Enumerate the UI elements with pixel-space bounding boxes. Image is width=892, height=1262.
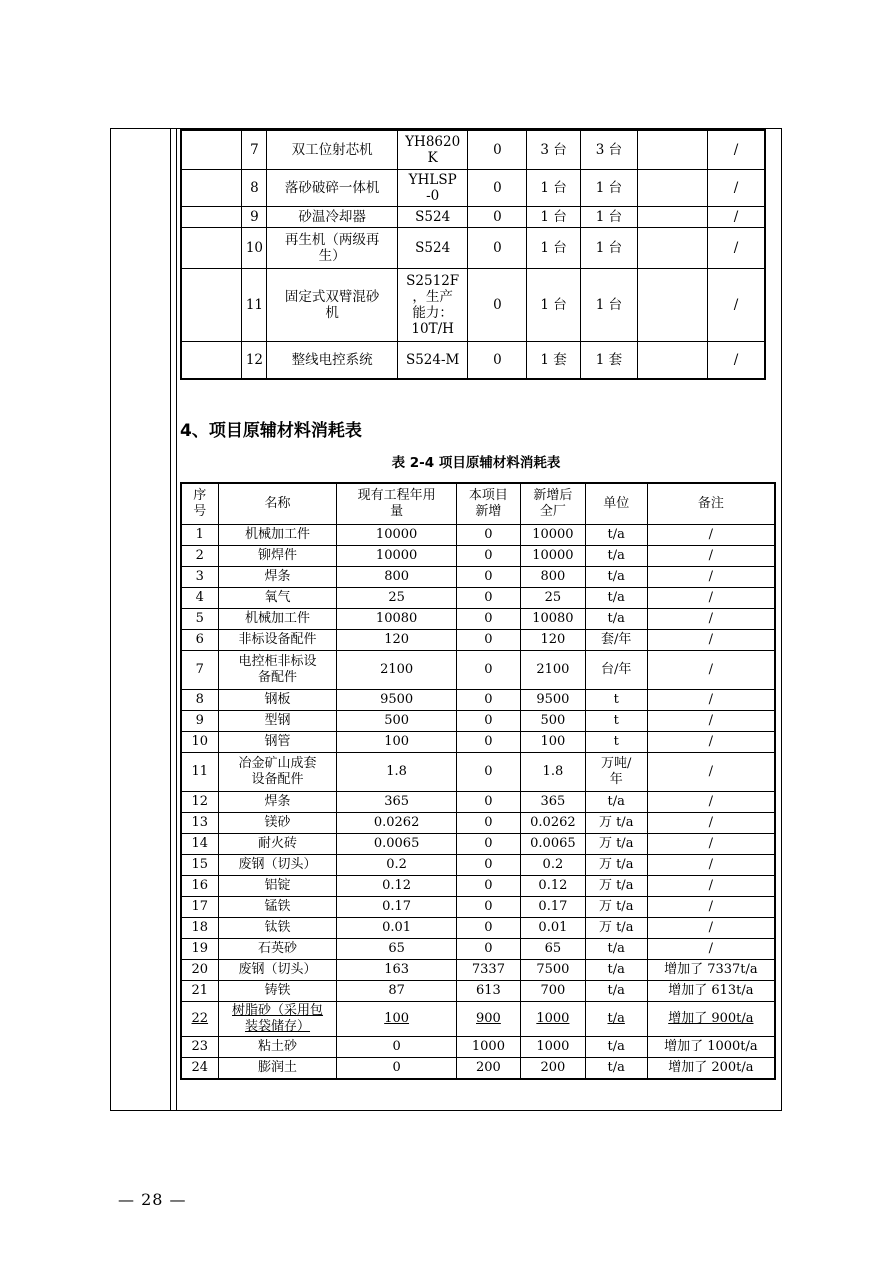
table-row [181, 588, 775, 609]
table-cell: / [708, 207, 765, 228]
table-cell: 1 套 [527, 342, 580, 380]
table-cell: 5 [181, 609, 218, 630]
table-row [181, 753, 775, 792]
table-cell: 500 [337, 711, 456, 732]
table-cell [181, 269, 242, 342]
table-cell: 10 [181, 732, 218, 753]
table-cell: / [708, 130, 765, 170]
table-cell: 非标设备配件 [218, 630, 337, 651]
table-cell: 15 [181, 855, 218, 876]
table-cell: 1 套 [580, 342, 637, 380]
table-cell [181, 342, 242, 380]
table-row [181, 855, 775, 876]
table-row [181, 228, 765, 269]
header-row [181, 483, 775, 525]
table-cell: / [647, 588, 775, 609]
table-caption [0, 451, 892, 471]
table-cell: 18 [181, 918, 218, 939]
table-cell: t/a [585, 960, 647, 981]
table-cell: t/a [585, 1037, 647, 1058]
table-cell: 钛铁 [218, 918, 337, 939]
table-cell: 200 [521, 1058, 586, 1080]
table-cell: S524 [397, 207, 468, 228]
table-cell: S524-M [397, 342, 468, 380]
header-cell: 序 号 [181, 483, 218, 525]
table-cell: 0 [456, 792, 520, 813]
table-cell: 1 台 [580, 207, 637, 228]
table-cell: / [647, 939, 775, 960]
table-cell: 固定式双臂混砂 机 [267, 269, 398, 342]
table-cell: 万 t/a [585, 813, 647, 834]
table-cell: / [708, 170, 765, 207]
table-cell: / [647, 897, 775, 918]
table-cell: 铸铁 [218, 981, 337, 1002]
table-row [181, 711, 775, 732]
table-cell: 钢板 [218, 690, 337, 711]
table-cell: 0.17 [521, 897, 586, 918]
table-cell: 焊条 [218, 567, 337, 588]
table-cell: 整线电控系统 [267, 342, 398, 380]
table-cell: S524 [397, 228, 468, 269]
table-cell: 0.12 [521, 876, 586, 897]
table-cell: 0.0065 [337, 834, 456, 855]
table-cell: 100 [337, 732, 456, 753]
table-cell: 500 [521, 711, 586, 732]
header-cell: 名称 [218, 483, 337, 525]
table-cell: 0 [456, 834, 520, 855]
table-cell: / [647, 609, 775, 630]
table-cell: 0 [468, 342, 527, 380]
table-cell: 4 [181, 588, 218, 609]
table-cell: 1000 [521, 1037, 586, 1058]
table-cell: 万 t/a [585, 918, 647, 939]
table-cell: t [585, 711, 647, 732]
table-cell: 1000 [456, 1037, 520, 1058]
table-cell: / [647, 918, 775, 939]
table-cell: 0.01 [521, 918, 586, 939]
table-cell: 0.2 [337, 855, 456, 876]
table-cell: 万 t/a [585, 897, 647, 918]
table-cell: 120 [521, 630, 586, 651]
table-cell: 台/年 [585, 651, 647, 690]
table-cell: 25 [337, 588, 456, 609]
table-cell: 10000 [337, 525, 456, 546]
table-row [181, 170, 765, 207]
table-cell [638, 130, 708, 170]
table-cell: t/a [585, 567, 647, 588]
table-cell: 200 [456, 1058, 520, 1080]
table-cell: 0.0262 [521, 813, 586, 834]
table-cell: 10080 [521, 609, 586, 630]
table-cell: 65 [521, 939, 586, 960]
table-cell: 0 [456, 732, 520, 753]
table-cell [638, 207, 708, 228]
table-cell: t/a [585, 588, 647, 609]
table-row [181, 960, 775, 981]
table-cell: YH8620 K [397, 130, 468, 170]
table-cell: 废钢（切头） [218, 960, 337, 981]
table-cell: 65 [337, 939, 456, 960]
table-cell: 22 [181, 1002, 218, 1037]
table-cell: 增加了 613t/a [647, 981, 775, 1002]
table-cell: 25 [521, 588, 586, 609]
table-caption-text: 表 2-4 项目原辅材料消耗表 [391, 455, 561, 471]
table-cell: 12 [242, 342, 267, 380]
table-cell: 11 [181, 753, 218, 792]
table-cell: 7 [181, 651, 218, 690]
table-cell: 树脂砂（采用包 装袋储存） [218, 1002, 337, 1037]
table-row [181, 342, 765, 380]
table-cell: 900 [456, 1002, 520, 1037]
table-cell: 120 [337, 630, 456, 651]
table-cell: 增加了 1000t/a [647, 1037, 775, 1058]
table-cell [638, 342, 708, 380]
table-cell: 0 [456, 525, 520, 546]
table-cell: 87 [337, 981, 456, 1002]
table-cell: 1 台 [580, 228, 637, 269]
table-cell [638, 228, 708, 269]
table-cell: 800 [337, 567, 456, 588]
table-cell: 10080 [337, 609, 456, 630]
table-row [181, 567, 775, 588]
equipment-table [180, 129, 766, 380]
table-cell: 1 [181, 525, 218, 546]
table-cell: / [647, 753, 775, 792]
table-cell: 1.8 [521, 753, 586, 792]
table-cell: 氧气 [218, 588, 337, 609]
page-number: — 28 — [118, 1190, 187, 1209]
table-cell: 0 [456, 813, 520, 834]
table-cell: 16 [181, 876, 218, 897]
table-cell: 6 [181, 630, 218, 651]
table-cell: 机械加工件 [218, 609, 337, 630]
table-cell: 落砂破碎一体机 [267, 170, 398, 207]
table-cell: 0 [456, 690, 520, 711]
table-cell: 7500 [521, 960, 586, 981]
table-cell: / [647, 525, 775, 546]
table-cell [181, 130, 242, 170]
table-cell: 2100 [521, 651, 586, 690]
table-row [181, 834, 775, 855]
table-cell [181, 228, 242, 269]
table-cell: 0.2 [521, 855, 586, 876]
table-cell: 0.17 [337, 897, 456, 918]
table-cell: 163 [337, 960, 456, 981]
table-cell: 铆焊件 [218, 546, 337, 567]
table-row [181, 1058, 775, 1080]
table-cell: 365 [337, 792, 456, 813]
table-cell: 0 [456, 939, 520, 960]
table-cell: 0.01 [337, 918, 456, 939]
table-cell: 万吨/ 年 [585, 753, 647, 792]
table-cell: 0 [456, 753, 520, 792]
table-cell: 1 台 [580, 269, 637, 342]
section-title: 4、项目原辅材料消耗表 [180, 421, 362, 441]
table-row [181, 813, 775, 834]
table-row [181, 269, 765, 342]
table-cell: 0 [456, 609, 520, 630]
table-cell: 0 [456, 630, 520, 651]
table-cell: 9 [242, 207, 267, 228]
table-cell: 23 [181, 1037, 218, 1058]
table-cell: 2100 [337, 651, 456, 690]
table-row [181, 876, 775, 897]
table-cell: 增加了 200t/a [647, 1058, 775, 1080]
table-cell: YHLSP -0 [397, 170, 468, 207]
table-cell: 11 [242, 269, 267, 342]
table-cell: 1.8 [337, 753, 456, 792]
table-cell: 0 [468, 269, 527, 342]
table-cell: / [647, 711, 775, 732]
table-row [181, 546, 775, 567]
table-cell: 耐火砖 [218, 834, 337, 855]
table-cell: 1 台 [527, 207, 580, 228]
table-cell: / [708, 269, 765, 342]
table-cell: / [647, 813, 775, 834]
table-cell: 700 [521, 981, 586, 1002]
table-cell: 12 [181, 792, 218, 813]
table-cell: 锰铁 [218, 897, 337, 918]
header-cell: 新增后 全厂 [521, 483, 586, 525]
table-row [181, 1037, 775, 1058]
table-cell: t/a [585, 546, 647, 567]
table-cell: 0 [456, 918, 520, 939]
table-cell: 膨润土 [218, 1058, 337, 1080]
table-cell: / [647, 546, 775, 567]
table-cell: 粘土砂 [218, 1037, 337, 1058]
table-cell: / [647, 732, 775, 753]
table-cell: / [647, 855, 775, 876]
table-cell: 613 [456, 981, 520, 1002]
table-cell: 800 [521, 567, 586, 588]
table-cell: / [647, 567, 775, 588]
table-cell: 17 [181, 897, 218, 918]
table-cell: 焊条 [218, 792, 337, 813]
table-cell: S2512F ，生产 能力： 10T/H [397, 269, 468, 342]
table-row [181, 207, 765, 228]
table-cell: 万 t/a [585, 834, 647, 855]
table-cell: 0 [337, 1058, 456, 1080]
table-cell [638, 269, 708, 342]
table-cell: 0.12 [337, 876, 456, 897]
table-cell: t/a [585, 981, 647, 1002]
table-cell: 再生机（两级再 生） [267, 228, 398, 269]
table-cell: 0 [456, 876, 520, 897]
material-table [180, 482, 776, 1080]
table-cell: t/a [585, 1002, 647, 1037]
table-cell: 13 [181, 813, 218, 834]
table-cell: t/a [585, 939, 647, 960]
table-row [181, 651, 775, 690]
table-row [181, 918, 775, 939]
table-cell: 10000 [521, 525, 586, 546]
table-cell: 0 [456, 651, 520, 690]
header-cell: 备注 [647, 483, 775, 525]
table-cell: 24 [181, 1058, 218, 1080]
table-cell: 0.0065 [521, 834, 586, 855]
table-cell: 2 [181, 546, 218, 567]
table-row [181, 690, 775, 711]
table-cell: 10 [242, 228, 267, 269]
header-cell: 本项目 新增 [456, 483, 520, 525]
table-cell: 9 [181, 711, 218, 732]
table-cell: 0 [456, 711, 520, 732]
table-cell: t [585, 732, 647, 753]
table-row [181, 609, 775, 630]
table-cell: 1 台 [580, 170, 637, 207]
table-cell: 0 [456, 588, 520, 609]
table-cell: 19 [181, 939, 218, 960]
table-cell: / [708, 228, 765, 269]
table-cell: t/a [585, 609, 647, 630]
table-cell: 1 台 [527, 269, 580, 342]
table-cell: 365 [521, 792, 586, 813]
header-cell: 单位 [585, 483, 647, 525]
table-cell: t/a [585, 792, 647, 813]
table-row [181, 525, 775, 546]
table-cell: 100 [521, 732, 586, 753]
table-row [181, 1002, 775, 1037]
table-cell: / [647, 876, 775, 897]
table-cell: / [647, 690, 775, 711]
table-cell [181, 170, 242, 207]
table-cell: 1 台 [527, 228, 580, 269]
table-cell: 0 [456, 855, 520, 876]
table-cell: 20 [181, 960, 218, 981]
table-cell: 增加了 7337t/a [647, 960, 775, 981]
table-cell: 8 [181, 690, 218, 711]
table-row [181, 897, 775, 918]
table-cell: 镁砂 [218, 813, 337, 834]
table-cell: / [647, 651, 775, 690]
frame-divider [170, 128, 171, 1111]
table-cell: 21 [181, 981, 218, 1002]
table-cell: 0.0262 [337, 813, 456, 834]
table-cell: t/a [585, 1058, 647, 1080]
table-cell: 电控柜非标设 备配件 [218, 651, 337, 690]
table-cell: 0 [456, 897, 520, 918]
table-cell: 10000 [337, 546, 456, 567]
table-cell: 0 [468, 207, 527, 228]
table-cell: 套/年 [585, 630, 647, 651]
table-row [181, 630, 775, 651]
table-row [181, 130, 765, 170]
table-cell: 废钢（切头） [218, 855, 337, 876]
table-cell: 3 [181, 567, 218, 588]
table-cell: 0 [468, 170, 527, 207]
header-cell: 现有工程年用 量 [337, 483, 456, 525]
table-cell: / [647, 630, 775, 651]
table-row [181, 981, 775, 1002]
table-cell: 1 台 [527, 170, 580, 207]
table-cell: 砂温冷却器 [267, 207, 398, 228]
table-cell: 冶金矿山成套 设备配件 [218, 753, 337, 792]
table-row [181, 939, 775, 960]
table-cell: 铝锭 [218, 876, 337, 897]
table-row [181, 792, 775, 813]
table-cell: 3 台 [527, 130, 580, 170]
table-cell: 型钢 [218, 711, 337, 732]
table-cell: 0 [456, 546, 520, 567]
table-row [181, 732, 775, 753]
table-cell: 3 台 [580, 130, 637, 170]
table-cell [181, 207, 242, 228]
table-cell: 14 [181, 834, 218, 855]
table-cell: 机械加工件 [218, 525, 337, 546]
table-cell: / [647, 834, 775, 855]
table-cell: 7337 [456, 960, 520, 981]
table-cell: 1000 [521, 1002, 586, 1037]
table-cell: / [708, 342, 765, 380]
frame-divider [176, 128, 177, 1111]
table-cell: 10000 [521, 546, 586, 567]
table-cell: 0 [456, 567, 520, 588]
table-cell: 0 [337, 1037, 456, 1058]
table-cell: 9500 [337, 690, 456, 711]
table-cell: 钢管 [218, 732, 337, 753]
table-cell: t/a [585, 525, 647, 546]
table-cell: t [585, 690, 647, 711]
table-cell: 增加了 900t/a [647, 1002, 775, 1037]
table-cell: 双工位射芯机 [267, 130, 398, 170]
table-cell: 石英砂 [218, 939, 337, 960]
table-cell [638, 170, 708, 207]
table-cell: 万 t/a [585, 855, 647, 876]
table-cell: 9500 [521, 690, 586, 711]
table-cell: 7 [242, 130, 267, 170]
table-cell: / [647, 792, 775, 813]
table-cell: 万 t/a [585, 876, 647, 897]
table-cell: 0 [468, 228, 527, 269]
table-cell: 8 [242, 170, 267, 207]
table-cell: 0 [468, 130, 527, 170]
table-cell: 100 [337, 1002, 456, 1037]
